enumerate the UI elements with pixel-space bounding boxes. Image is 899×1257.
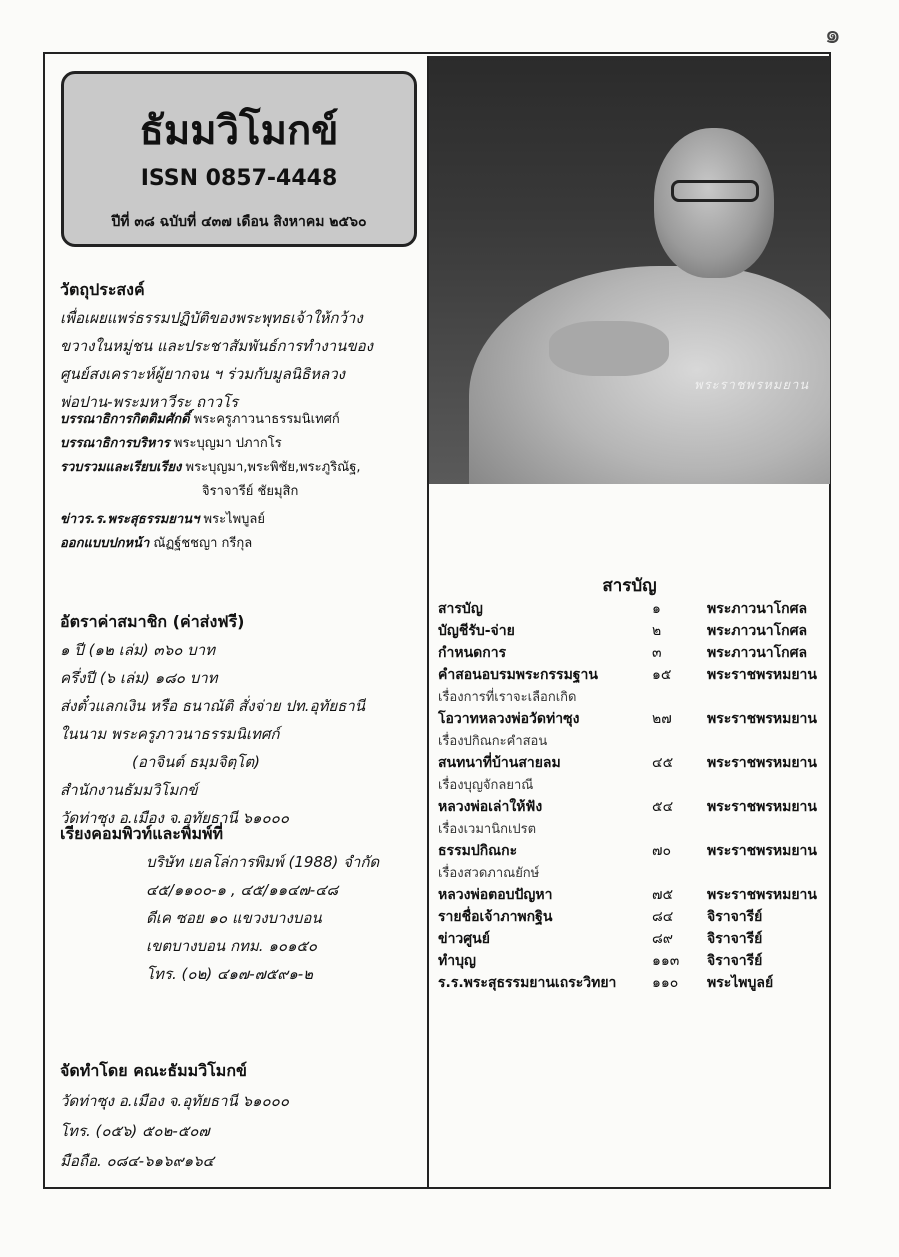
toc-title-text: โอวาทหลวงพ่อวัดท่าซุง bbox=[438, 711, 580, 727]
table-of-contents bbox=[438, 598, 830, 994]
toc-page: ๒๗ bbox=[652, 711, 672, 727]
producer-section bbox=[60, 1056, 422, 1176]
toc-title-text: คำสอนอบรมพระกรรมฐาน bbox=[438, 667, 598, 683]
toc-title-text: ธรรมปกิณกะ bbox=[438, 843, 518, 859]
cover-designer: ณัฏฐ์ชชญา กรีกุล bbox=[153, 536, 253, 551]
subscription-line: วัดท่าซุง อ.เมือง จ.อุทัยธานี ๖๑๐๐๐ bbox=[60, 809, 289, 827]
toc-row[interactable] bbox=[438, 884, 830, 906]
cover-label: ออกแบบปกหน้า bbox=[60, 536, 150, 551]
objective-line: ศูนย์สงเคราะห์ผู้ยากจน ฯ ร่วมกับมูลนิธิหลวง bbox=[60, 365, 345, 383]
subscription-line: (อาจินต์ ธมฺมจิตฺโต) bbox=[132, 753, 260, 771]
issn: ISSN 0857-4448 bbox=[140, 166, 338, 191]
page-number: ๑ bbox=[824, 20, 841, 50]
toc-page: ๒ bbox=[652, 623, 662, 639]
printer-line: ดีเค ซอย ๑๐ แขวงบางบอน bbox=[146, 909, 322, 927]
printer-line: เขตบางบอน กทม. ๑๐๑๕๐ bbox=[146, 937, 318, 955]
toc-author: พระไพบูลย์ bbox=[707, 975, 774, 991]
toc-subtitle: เรื่องปกิณกะคำสอน bbox=[438, 734, 548, 749]
masthead bbox=[61, 71, 417, 247]
toc-title-text: หลวงพ่อเล่าให้ฟัง bbox=[438, 799, 543, 815]
photo-caption: พระราชพรหมยาน bbox=[694, 378, 810, 393]
printer-section bbox=[60, 820, 422, 988]
toc-title-text: ข่าวศูนย์ bbox=[438, 931, 490, 947]
toc-row[interactable] bbox=[438, 972, 830, 994]
toc-author: พระภาวนาโกศล bbox=[707, 601, 808, 617]
toc-page: ๓ bbox=[652, 645, 662, 661]
toc-row[interactable] bbox=[438, 906, 830, 928]
toc-subtitle: เรื่องการที่เราจะเลือกเกิด bbox=[438, 690, 577, 705]
toc-subtitle: เรื่องบุญจักลยาณี bbox=[438, 778, 534, 793]
toc-row[interactable] bbox=[438, 708, 830, 730]
toc-row[interactable] bbox=[438, 752, 830, 774]
toc-title: สารบัญ bbox=[602, 576, 657, 596]
photo-hands bbox=[549, 321, 669, 376]
objective-heading: วัตถุประสงค์ bbox=[60, 280, 145, 299]
toc-subtitle: เรื่องสวดภาณยักษ์ bbox=[438, 866, 540, 881]
subscription-line: สำนักงานธัมมวิโมกข์ bbox=[60, 781, 198, 799]
toc-page: ๗๕ bbox=[652, 887, 674, 903]
objective-line: ขวางในหมู่ชน และประชาสัมพันธ์การทำงานของ bbox=[60, 337, 373, 355]
compiler-label: รวบรวมและเรียบเรียง bbox=[60, 460, 182, 475]
printer-line: บริษัท เยลโล่การพิมพ์ (1988) จำกัด bbox=[146, 853, 380, 871]
managing-editor-label: บรรณาธิการบริหาร bbox=[60, 436, 170, 451]
toc-title-text: หลวงพ่อตอบปัญหา bbox=[438, 887, 553, 903]
toc-author: พระภาวนาโกศล bbox=[707, 645, 808, 661]
compiler-2: จิราจารีย์ ชัยมุสิก bbox=[202, 484, 299, 499]
toc-page: ๕๔ bbox=[652, 799, 674, 815]
toc-row[interactable] bbox=[438, 950, 830, 972]
toc-author: พระราชพรหมยาน bbox=[707, 799, 817, 815]
managing-editor: พระบุญมา ปภากโร bbox=[173, 436, 282, 451]
toc-page: ๔๕ bbox=[652, 755, 674, 771]
honorary-editor: พระครูภาวนาธรรมนิเทศก์ bbox=[193, 412, 340, 427]
objective-line: พ่อปาน-พระมหาวีระ ถาวโร bbox=[60, 393, 239, 411]
toc-title-text: ทำบุญ bbox=[438, 953, 476, 969]
objective-section bbox=[60, 276, 422, 416]
issue-info: ปีที่ ๓๘ ฉบับที่ ๔๓๗ เดือน สิงหาคม ๒๕๖๐ bbox=[111, 214, 367, 230]
staff-section bbox=[60, 408, 422, 556]
toc-row[interactable] bbox=[438, 840, 830, 862]
toc-row[interactable] bbox=[438, 642, 830, 664]
toc-author: พระภาวนาโกศล bbox=[707, 623, 808, 639]
toc-title-text: สนทนาที่บ้านสายลม bbox=[438, 755, 561, 771]
toc-row[interactable] bbox=[438, 598, 830, 620]
news-label: ข่าวร.ร.พระสุธรรมยานฯ bbox=[60, 512, 200, 527]
producer-line: มือถือ. ๐๘๔-๖๑๖๙๑๖๔ bbox=[60, 1152, 214, 1170]
toc-page: ๘๔ bbox=[652, 909, 674, 925]
toc-author: พระราชพรหมยาน bbox=[707, 843, 817, 859]
toc-author: จิราจารีย์ bbox=[707, 909, 763, 925]
toc-title-text: ร.ร.พระสุธรรมยานเถระวิทยา bbox=[438, 975, 617, 991]
news-editor: พระไพบูลย์ bbox=[203, 512, 265, 527]
toc-page: ๑๕ bbox=[652, 667, 672, 683]
subscription-line: ส่งตั๋วแลกเงิน หรือ ธนาณัติ สั่งจ่าย ปท.อุทัยธานี bbox=[60, 697, 365, 715]
subscription-section bbox=[60, 608, 422, 832]
toc-title-text: บัญชีรับ-จ่าย bbox=[438, 623, 515, 639]
producer-line: วัดท่าซุง อ.เมือง จ.อุทัยธานี ๖๑๐๐๐ bbox=[60, 1092, 289, 1110]
toc-page: ๘๙ bbox=[652, 931, 674, 947]
producer-heading: จัดทำโดย คณะธัมมวิโมกข์ bbox=[60, 1061, 247, 1080]
printer-heading: เรียงคอมพิวท์และพิมพ์ที่ bbox=[60, 824, 224, 843]
toc-title-text: รายชื่อเจ้าภาพกฐิน bbox=[438, 909, 553, 925]
monk-photo bbox=[429, 56, 830, 484]
toc-row[interactable] bbox=[438, 664, 830, 686]
photo-head bbox=[654, 128, 774, 278]
toc-row[interactable] bbox=[438, 620, 830, 642]
toc-page: ๑๑๐ bbox=[652, 975, 679, 991]
compiler: พระบุญมา,พระพิชัย,พระภูริณัฐ, bbox=[185, 460, 361, 475]
objective-line: เพื่อเผยแพร่ธรรมปฏิบัติของพระพุทธเจ้าให้กว้าง bbox=[60, 309, 363, 327]
toc-author: พระราชพรหมยาน bbox=[707, 667, 817, 683]
toc-author: พระราชพรหมยาน bbox=[707, 755, 817, 771]
printer-line: ๔๕/๑๑๐๐-๑ , ๔๕/๑๑๔๗-๔๘ bbox=[146, 881, 339, 899]
subscription-line: ในนาม พระครูภาวนาธรรมนิเทศก์ bbox=[60, 725, 280, 743]
subscription-line: ครึ่งปี (๖ เล่ม) ๑๘๐ บาท bbox=[60, 669, 218, 687]
toc-author: จิราจารีย์ bbox=[707, 953, 763, 969]
magazine-title: ธัมมวิโมกข์ bbox=[139, 107, 339, 154]
photo-glasses bbox=[671, 180, 759, 202]
producer-line: โทร. (๐๕๖) ๕๐๒-๕๐๗ bbox=[60, 1122, 210, 1140]
subscription-heading: อัตราค่าสมาชิก (ค่าส่งฟรี) bbox=[60, 612, 245, 631]
subscription-line: ๑ ปี (๑๒ เล่ม) ๓๖๐ บาท bbox=[60, 641, 215, 659]
toc-title-text: กำหนดการ bbox=[438, 645, 507, 661]
honorary-editor-label: บรรณาธิการกิตติมศักดิ์ bbox=[60, 412, 190, 427]
toc-author: พระราชพรหมยาน bbox=[707, 887, 817, 903]
toc-author: พระราชพรหมยาน bbox=[707, 711, 817, 727]
printer-line: โทร. (๐๒) ๔๑๗-๗๕๙๑-๒ bbox=[146, 965, 314, 983]
toc-row[interactable] bbox=[438, 928, 830, 950]
toc-subtitle: เรื่องเวมานิกเปรต bbox=[438, 822, 537, 837]
toc-row[interactable] bbox=[438, 796, 830, 818]
toc-page: ๗๐ bbox=[652, 843, 672, 859]
toc-page: ๑๑๓ bbox=[652, 953, 680, 969]
toc-page: ๑ bbox=[652, 601, 661, 617]
toc-author: จิราจารีย์ bbox=[707, 931, 763, 947]
toc-title-text: สารบัญ bbox=[438, 601, 483, 617]
